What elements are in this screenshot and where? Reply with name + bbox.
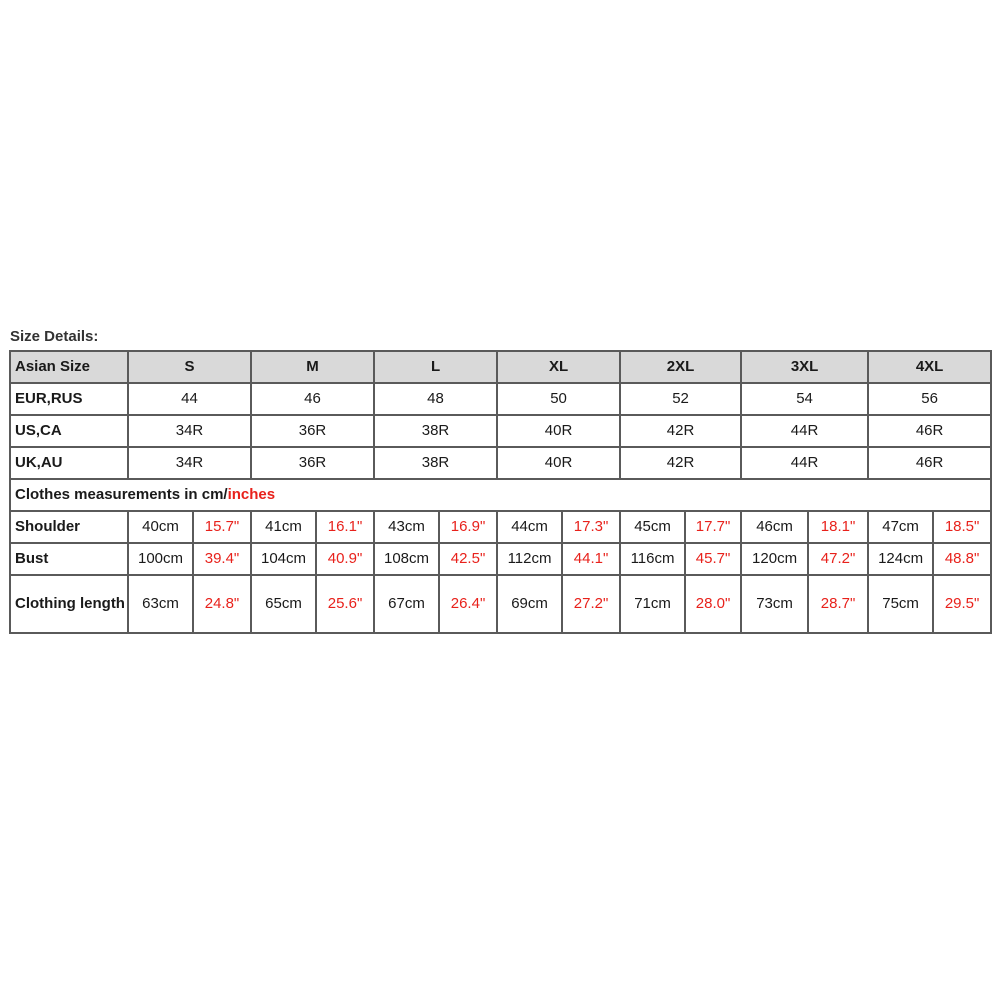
measurement-row-clothing-length — [10, 575, 991, 633]
cm-cell: 120cm — [741, 543, 808, 575]
inch-cell: 48.8" — [933, 543, 991, 575]
inch-cell: 16.1" — [316, 511, 374, 543]
conversion-row-uk-au — [10, 447, 991, 479]
inch-cell: 15.7" — [193, 511, 251, 543]
conversion-cell: 36R — [251, 447, 374, 479]
conversion-cell: 54 — [741, 383, 868, 415]
conversion-cell: 38R — [374, 447, 497, 479]
measurement-row-shoulder — [10, 511, 991, 543]
inch-cell: 28.0" — [685, 575, 741, 633]
cm-cell: 73cm — [741, 575, 808, 633]
cm-cell: 45cm — [620, 511, 685, 543]
cm-cell: 65cm — [251, 575, 316, 633]
size-header-m: M — [251, 351, 374, 383]
cm-cell: 71cm — [620, 575, 685, 633]
inch-cell: 29.5" — [933, 575, 991, 633]
inch-cell: 18.1" — [808, 511, 868, 543]
conversion-cell: 34R — [128, 447, 251, 479]
cm-cell: 46cm — [741, 511, 808, 543]
row-label: US,CA — [10, 415, 128, 447]
inch-cell: 39.4" — [193, 543, 251, 575]
measurements-heading-prefix: Clothes measurements in cm/ — [15, 486, 228, 503]
conversion-cell: 42R — [620, 447, 741, 479]
conversion-cell: 52 — [620, 383, 741, 415]
conversion-cell: 44R — [741, 415, 868, 447]
conversion-cell: 46R — [868, 447, 991, 479]
size-header-2xl: 2XL — [620, 351, 741, 383]
conversion-cell: 46 — [251, 383, 374, 415]
inch-cell: 24.8" — [193, 575, 251, 633]
inch-cell: 26.4" — [439, 575, 497, 633]
cm-cell: 112cm — [497, 543, 562, 575]
conversion-cell: 36R — [251, 415, 374, 447]
row-label: UK,AU — [10, 447, 128, 479]
size-header-4xl: 4XL — [868, 351, 991, 383]
size-chart-table — [9, 350, 992, 634]
conversion-cell: 40R — [497, 415, 620, 447]
inch-cell: 17.7" — [685, 511, 741, 543]
cm-cell: 100cm — [128, 543, 193, 575]
inch-cell: 40.9" — [316, 543, 374, 575]
inch-cell: 25.6" — [316, 575, 374, 633]
measurement-row-bust — [10, 543, 991, 575]
conversion-cell: 46R — [868, 415, 991, 447]
size-header-3xl: 3XL — [741, 351, 868, 383]
cm-cell: 40cm — [128, 511, 193, 543]
inch-cell: 45.7" — [685, 543, 741, 575]
size-header-xl: XL — [497, 351, 620, 383]
conversion-row-us-ca — [10, 415, 991, 447]
cm-cell: 104cm — [251, 543, 316, 575]
conversion-cell: 44R — [741, 447, 868, 479]
cm-cell: 41cm — [251, 511, 316, 543]
conversion-cell: 34R — [128, 415, 251, 447]
measurements-heading — [10, 479, 991, 511]
inch-cell: 18.5" — [933, 511, 991, 543]
inch-cell: 44.1" — [562, 543, 620, 575]
cm-cell: 116cm — [620, 543, 685, 575]
cm-cell: 108cm — [374, 543, 439, 575]
conversion-cell: 42R — [620, 415, 741, 447]
conversion-cell: 44 — [128, 383, 251, 415]
measurements-heading-inches: inches — [227, 486, 276, 503]
size-header-row — [10, 351, 991, 383]
inch-cell: 47.2" — [808, 543, 868, 575]
measurements-heading-row — [10, 479, 991, 511]
row-label: EUR,RUS — [10, 383, 128, 415]
row-label: Clothing length — [10, 575, 128, 633]
cm-cell: 67cm — [374, 575, 439, 633]
conversion-cell: 38R — [374, 415, 497, 447]
conversion-cell: 40R — [497, 447, 620, 479]
cm-cell: 124cm — [868, 543, 933, 575]
inch-cell: 42.5" — [439, 543, 497, 575]
cm-cell: 63cm — [128, 575, 193, 633]
inch-cell: 27.2" — [562, 575, 620, 633]
size-header-s: S — [128, 351, 251, 383]
conversion-cell: 50 — [497, 383, 620, 415]
cm-cell: 75cm — [868, 575, 933, 633]
row-label: Shoulder — [10, 511, 128, 543]
row-label: Bust — [10, 543, 128, 575]
cm-cell: 43cm — [374, 511, 439, 543]
conversion-cell: 56 — [868, 383, 991, 415]
size-header-l: L — [374, 351, 497, 383]
conversion-row-eur-rus — [10, 383, 991, 415]
inch-cell: 17.3" — [562, 511, 620, 543]
inch-cell: 28.7" — [808, 575, 868, 633]
cm-cell: 47cm — [868, 511, 933, 543]
size-details-title: Size Details: — [10, 328, 99, 345]
asian-size-label: Asian Size — [10, 351, 128, 383]
inch-cell: 16.9" — [439, 511, 497, 543]
cm-cell: 44cm — [497, 511, 562, 543]
cm-cell: 69cm — [497, 575, 562, 633]
conversion-cell: 48 — [374, 383, 497, 415]
